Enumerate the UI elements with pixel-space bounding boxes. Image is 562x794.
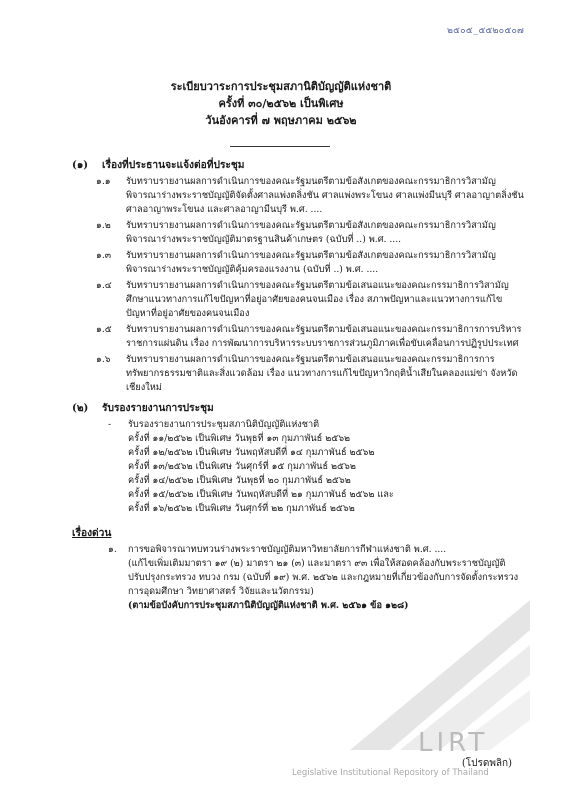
- section-2-heading: [72, 401, 527, 415]
- agenda-item: [72, 323, 527, 351]
- agenda-item-number: ๑.๔: [96, 280, 112, 291]
- minutes-line: ครั้งที่ ๑๑/๒๕๖๒ เป็นพิเศษ วันพุธที่ ๑๓ กุมภาพันธ์ ๒๕๖๒: [128, 433, 351, 444]
- agenda-item-number: ๑.๓: [96, 250, 112, 261]
- urgent-item-body: [128, 543, 527, 613]
- header-divider: [230, 146, 330, 147]
- agenda-item-text: รับทราบรายงานผลการดำเนินการของคณะรัฐมนตรีตามข้อสังเกตของคณะกรรมาธิการวิสามัญพิจารณาร่างพระราชบัญญัติมาตรฐานสินค้าเกษตร (ฉบับที่ ..) พ.ศ. ....: [126, 220, 496, 245]
- agenda-item-text: รับทราบรายงานผลการดำเนินการของคณะรัฐมนตรีตามข้อสังเกตของคณะกรรมาธิการวิสามัญพิจารณาร่างพระราชบัญญัติจัดตั้งศาลแพ่งตลิ่งชัน ศาลแพ่งพระโขนง ศาลแพ่งมีนบุรี ศาลอาญาตลิ่งชัน ศาลอาญาพระโขนง และศาลอาญามีนบุรี พ.ศ. ....: [126, 176, 524, 215]
- section-1-title: เรื่องที่ประธานจะแจ้งต่อที่ประชุม: [102, 159, 245, 171]
- urgent-item-amendment: (แก้ไขเพิ่มเติมมาตรา ๑๙ (๒) มาตรา ๒๑ (๓) และมาตรา ๙๓ เพื่อให้สอดคล้องกับพระราชบัญญัติปรับปรุงกระทรวง ทบวง กรม (ฉบับที่ ๑๙) พ.ศ. ๒๕๖๒ และกฎหมายที่เกี่ยวข้องกับการจัดตั้งกระทรวงการอุดมศึกษา วิทยาศาสตร์ วิจัยและนวัตกรรม): [128, 558, 519, 597]
- document-id-stamp: ๒๕๐๕_๕๕๒๐๕๐๗: [447, 26, 524, 36]
- session-date: วันอังคารที่ ๗ พฤษภาคม ๒๕๖๒: [205, 114, 357, 127]
- urgent-item-title: การขอพิจารณาทบทวนร่างพระราชบัญญัติมหาวิทยาลัยการกีฬาแห่งชาติ พ.ศ. ....: [128, 544, 447, 555]
- minutes-line: ครั้งที่ ๑๕/๒๕๖๒ เป็นพิเศษ วันพฤหัสบดีที่ ๒๑ กุมภาพันธ์ ๒๕๖๒ และ: [128, 489, 394, 500]
- agenda-title: ระเบียบวาระการประชุมสภานิติบัญญัติแห่งชาติ: [170, 80, 392, 93]
- minutes-line: ครั้งที่ ๑๖/๒๕๖๒ เป็นพิเศษ วันศุกร์ที่ ๒๒ กุมภาพันธ์ ๒๕๖๒: [128, 503, 355, 514]
- section-1-heading: [72, 158, 527, 172]
- section-2-number: (๒): [72, 402, 89, 414]
- agenda-item-number: ๑.๕: [96, 324, 112, 335]
- urgent-item-number: ๑.: [108, 544, 117, 555]
- agenda-item-text: รับทราบรายงานผลการดำเนินการของคณะรัฐมนตรีตามข้อสังเกตของคณะกรรมาธิการวิสามัญพิจารณาร่างพระราชบัญญัติคุ้มครองแรงงาน (ฉบับที่ ..) พ.ศ. ....: [126, 250, 496, 275]
- agenda-item-number: ๑.๖: [96, 354, 111, 365]
- session-number: ครั้งที่ ๓๐/๒๕๖๒ เป็นพิเศษ: [218, 97, 344, 110]
- minutes-line: ครั้งที่ ๑๔/๒๕๖๒ เป็นพิเศษ วันพุธที่ ๒๐ กุมภาพันธ์ ๒๕๖๒: [128, 475, 351, 486]
- agenda-item-text: รับทราบรายงานผลการดำเนินการของคณะรัฐมนตรีตามข้อเสนอแนะของคณะกรรมาธิการการทรัพยากรธรรมชาติและสิ่งแวดล้อม เรื่อง แนวทางการแก้ไขปัญหาวิกฤติน้ำเสียในคลองแม่ข่า จังหวัดเชียงใหม่: [126, 354, 518, 393]
- minutes-approval-text: รับรองรายงานการประชุมสภานิติบัญญัติแห่งชาติ: [128, 419, 320, 430]
- agenda-item: [72, 279, 527, 321]
- agenda-item: [72, 353, 527, 395]
- minutes-approval-lead: [108, 418, 527, 432]
- agenda-item-number: ๑.๑: [96, 176, 111, 187]
- lirt-brand: LIRT: [418, 728, 489, 758]
- agenda-item-text: รับทราบรายงานผลการดำเนินการของคณะรัฐมนตรีตามข้อเสนอแนะของคณะกรรมาธิการวิสามัญศึกษาแนวทางการแก้ไขปัญหาที่อยู่อาศัยของคนจนเมือง เรื่อง สภาพปัญหาและแนวทางการแก้ไขปัญหาที่อยู่อาศัยของคนจนเมือง: [126, 280, 509, 319]
- section-1-number: (๑): [72, 159, 89, 171]
- agenda-item: [72, 219, 527, 247]
- agenda-header: [0, 78, 562, 129]
- please-turn-over-note: (โปรดพลิก): [461, 758, 512, 769]
- minutes-line: ครั้งที่ ๑๒/๒๕๖๒ เป็นพิเศษ วันพฤหัสบดีที่ ๑๔ กุมภาพันธ์ ๒๕๖๒: [128, 447, 375, 458]
- agenda-item: [72, 249, 527, 277]
- agenda-item-text: รับทราบรายงานผลการดำเนินการของคณะรัฐมนตรีตามข้อเสนอแนะของคณะกรรมาธิการการบริหารราชการแผ่นดิน เรื่อง การพัฒนาการบริหารระบบราชการส่วนภูมิภาคเพื่อขับเคลื่อนการปฏิรูปประเทศ: [126, 324, 522, 349]
- bullet-dash: -: [108, 419, 112, 430]
- urgent-item-regulation: (ตามข้อบังคับการประชุมสภานิติบัญญัติแห่งชาติ พ.ศ. ๒๕๖๑ ข้อ ๑๒๘): [128, 600, 409, 611]
- urgent-item: [108, 543, 527, 613]
- agenda-body: [72, 152, 527, 613]
- section-2-title: รับรองรายงานการประชุม: [102, 402, 214, 414]
- urgent-matters-heading: เรื่องด่วน: [72, 527, 112, 539]
- repository-watermark-text: Legislative Institutional Repository of Thailand: [292, 768, 489, 778]
- agenda-item-number: ๑.๒: [96, 220, 111, 231]
- agenda-item: [72, 175, 527, 217]
- minutes-line: ครั้งที่ ๑๓/๒๕๖๒ เป็นพิเศษ วันศุกร์ที่ ๑๕ กุมภาพันธ์ ๒๕๖๒: [128, 461, 356, 472]
